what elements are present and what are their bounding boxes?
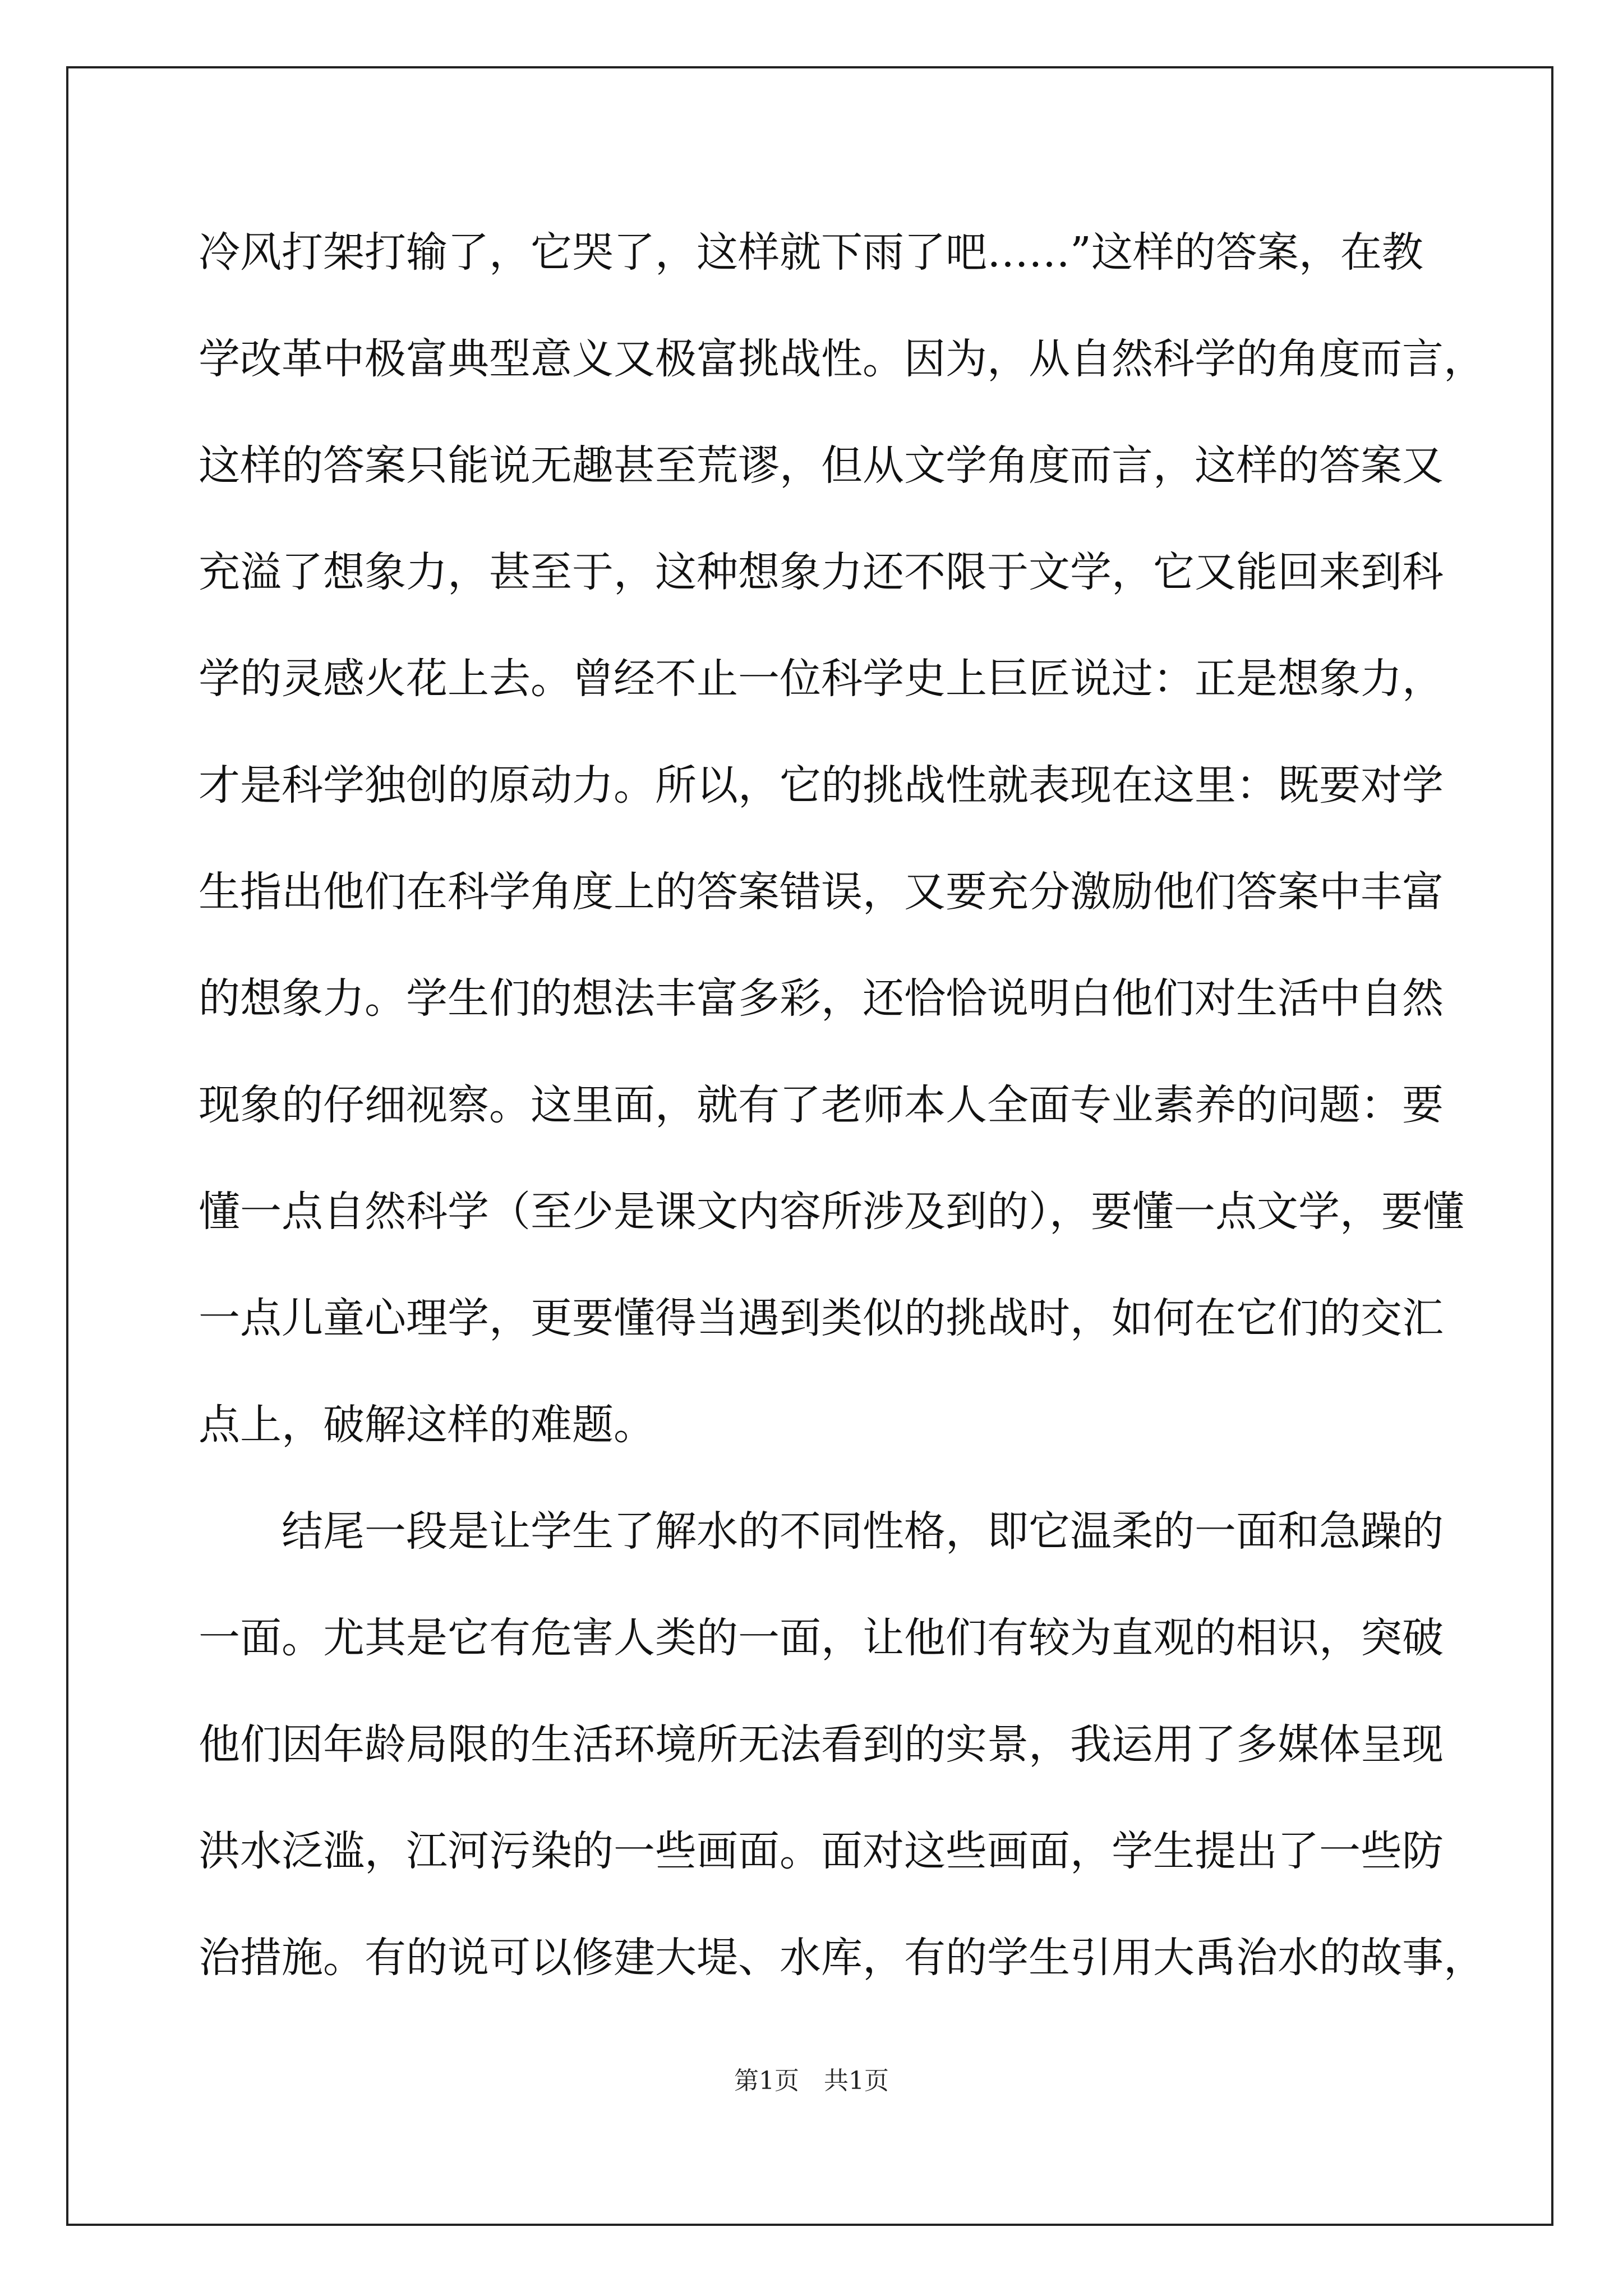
text-line: 他们因年龄局限的生活环境所无法看到的实景，我运用了多媒体呈现 [199,1720,1444,1769]
text-line: 一点儿童心理学，更要懂得当遇到类似的挑战时，如何在它们的交汇 [199,1294,1444,1342]
text-line: 结尾一段是让学生了解水的不同性格，即它温柔的一面和急躁的 [199,1507,1444,1556]
text-line: 现象的仔细视察。这里面，就有了老师本人全面专业素养的问题：要 [199,1081,1444,1129]
text-line: 懂一点自然科学（至少是课文内容所涉及到的），要懂一点文学，要懂 [199,1188,1464,1236]
text-line: 充溢了想象力，甚至于，这种想象力还不限于文学，它又能回来到科 [199,548,1444,596]
text-line: 冷风打架打输了，它哭了，这样就下雨了吧……”这样的答案，在教 [199,228,1423,277]
text-line: 学改革中极富典型意义又极富挑战性。因为，从自然科学的角度而言， [199,335,1485,383]
text-line: 的想象力。学生们的想法丰富多彩，还恰恰说明白他们对生活中自然 [199,974,1444,1023]
text-line: 洪水泛滥，江河污染的一些画面。面对这些画面，学生提出了一些防 [199,1827,1444,1875]
text-line: 生指出他们在科学角度上的答案错误，又要充分激励他们答案中丰富 [199,868,1444,916]
text-line: 治措施。有的说可以修建大堤、水库，有的学生引用大禹治水的故事， [199,1934,1485,1982]
text-line: 一面。尤其是它有危害人类的一面，让他们有较为直观的相识，突破 [199,1614,1444,1662]
text-line: 点上，破解这样的难题。 [199,1401,655,1449]
text-line: 才是科学独创的原动力。所以，它的挑战性就表现在这里：既要对学 [199,761,1444,809]
text-line: 学的灵感火花上去。曾经不止一位科学史上巨匠说过：正是想象力， [199,655,1444,703]
page-border [66,66,1553,2226]
text-line: 这样的答案只能说无趣甚至荒谬，但从文学角度而言，这样的答案又 [199,441,1444,490]
page-number-footer: 第1页 共1页 [734,2067,889,2095]
